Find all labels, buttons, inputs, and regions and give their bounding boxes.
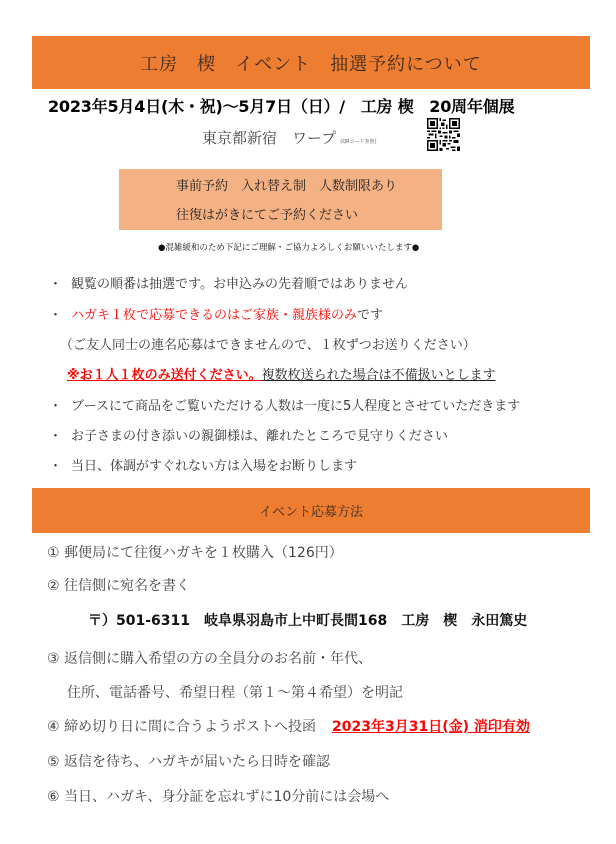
step-text: 締め切り日に間に合うようポストへ投函 bbox=[64, 719, 317, 735]
bullet-dot: ・ bbox=[49, 429, 63, 444]
list-item bbox=[60, 334, 476, 353]
qr-code-icon[interactable] bbox=[427, 118, 460, 151]
subnote: ●混雑緩和のため下記にご理解・ご協力よろしくお願いいたします● bbox=[158, 243, 420, 253]
mailing-address: 〒）501-6311 岐阜県羽島市上中町長間168 工房 楔 永田篤史 bbox=[88, 613, 528, 629]
step-number: ② bbox=[47, 578, 60, 594]
step-text: 住所、電話番号、希望日程（第１～第４希望）を明記 bbox=[67, 685, 403, 701]
warning-text: ※お１人１枚のみ送付ください。 bbox=[67, 368, 262, 383]
bullet-text: 複数枚送られた場合は不備扱いとします bbox=[261, 368, 496, 383]
step-text: 当日、ハガキ、身分証を忘れずに10分前には会場へ bbox=[64, 789, 390, 805]
bullet-text: （ご友人同士の連名応募はできませんので、１枚ずつお送りください） bbox=[60, 338, 476, 353]
bullet-text: 観覧の順番は抽選です。お申込みの先着順ではありません bbox=[71, 277, 408, 292]
bullet-text: ブースにて商品をご覧いただける人数は一度に5人程度とさせていただきます bbox=[71, 399, 521, 414]
step-item bbox=[47, 542, 343, 562]
list-item bbox=[49, 425, 448, 444]
step-number: ① bbox=[47, 545, 60, 561]
step-item bbox=[67, 682, 403, 702]
step-text: 往信側に宛名を書く bbox=[64, 578, 191, 594]
notice-line-1: 事前予約 入れ替え制 人数制限あり bbox=[176, 179, 398, 194]
step-text: 返信側に購入希望の方の全員分のお名前・年代、 bbox=[64, 651, 373, 667]
step-item bbox=[47, 786, 389, 806]
list-item bbox=[49, 273, 408, 292]
list-item bbox=[49, 455, 357, 474]
venue-note: (QRコード参照) bbox=[340, 139, 377, 145]
notice-box bbox=[119, 169, 442, 230]
list-item bbox=[67, 364, 496, 383]
bullet-text: お子さまの付き添いの親御様は、離れたところで見守りください bbox=[71, 429, 448, 444]
step-number: ③ bbox=[47, 651, 60, 667]
step-number: ⑤ bbox=[47, 754, 60, 770]
method-title: イベント応募方法 bbox=[258, 505, 363, 520]
bullet-red-text: ハガキ１枚で応募できるのはご家族・親族様のみ bbox=[71, 308, 358, 323]
list-item bbox=[49, 395, 520, 414]
bullet-text: 当日、体調がすぐれない方は入場をお断りします bbox=[71, 459, 358, 474]
bullet-dot: ・ bbox=[49, 459, 63, 474]
bullet-dot: ・ bbox=[49, 308, 63, 323]
event-headline: 2023年5月4日(木・祝)～5月7日（日）/ 工房 楔 20周年個展 bbox=[48, 97, 515, 116]
venue-name: 東京都新宿 ワープ bbox=[202, 129, 337, 147]
step-text: 郵便局にて往復ハガキを１枚購入（126円） bbox=[64, 545, 343, 561]
step-item bbox=[47, 751, 330, 771]
step-text: 返信を待ち、ハガキが届いたら日時を確認 bbox=[64, 754, 331, 770]
step-number: ④ bbox=[47, 719, 60, 735]
title-banner bbox=[32, 36, 590, 89]
venue-line bbox=[202, 127, 377, 148]
step-number: ⑥ bbox=[47, 789, 60, 805]
step-item bbox=[47, 575, 190, 595]
step-item bbox=[47, 648, 372, 668]
step-item bbox=[47, 716, 530, 736]
notice-line-2: 往復はがきにてご予約ください bbox=[176, 208, 359, 223]
page-title: 工房 楔 イベント 抽選予約について bbox=[140, 53, 482, 75]
deadline-date: 2023年3月31日(金) 消印有効 bbox=[332, 719, 530, 735]
list-item bbox=[49, 304, 383, 323]
bullet-text: です bbox=[357, 308, 384, 323]
method-banner bbox=[32, 488, 590, 533]
bullet-dot: ・ bbox=[49, 277, 63, 292]
bullet-dot: ・ bbox=[49, 399, 63, 414]
